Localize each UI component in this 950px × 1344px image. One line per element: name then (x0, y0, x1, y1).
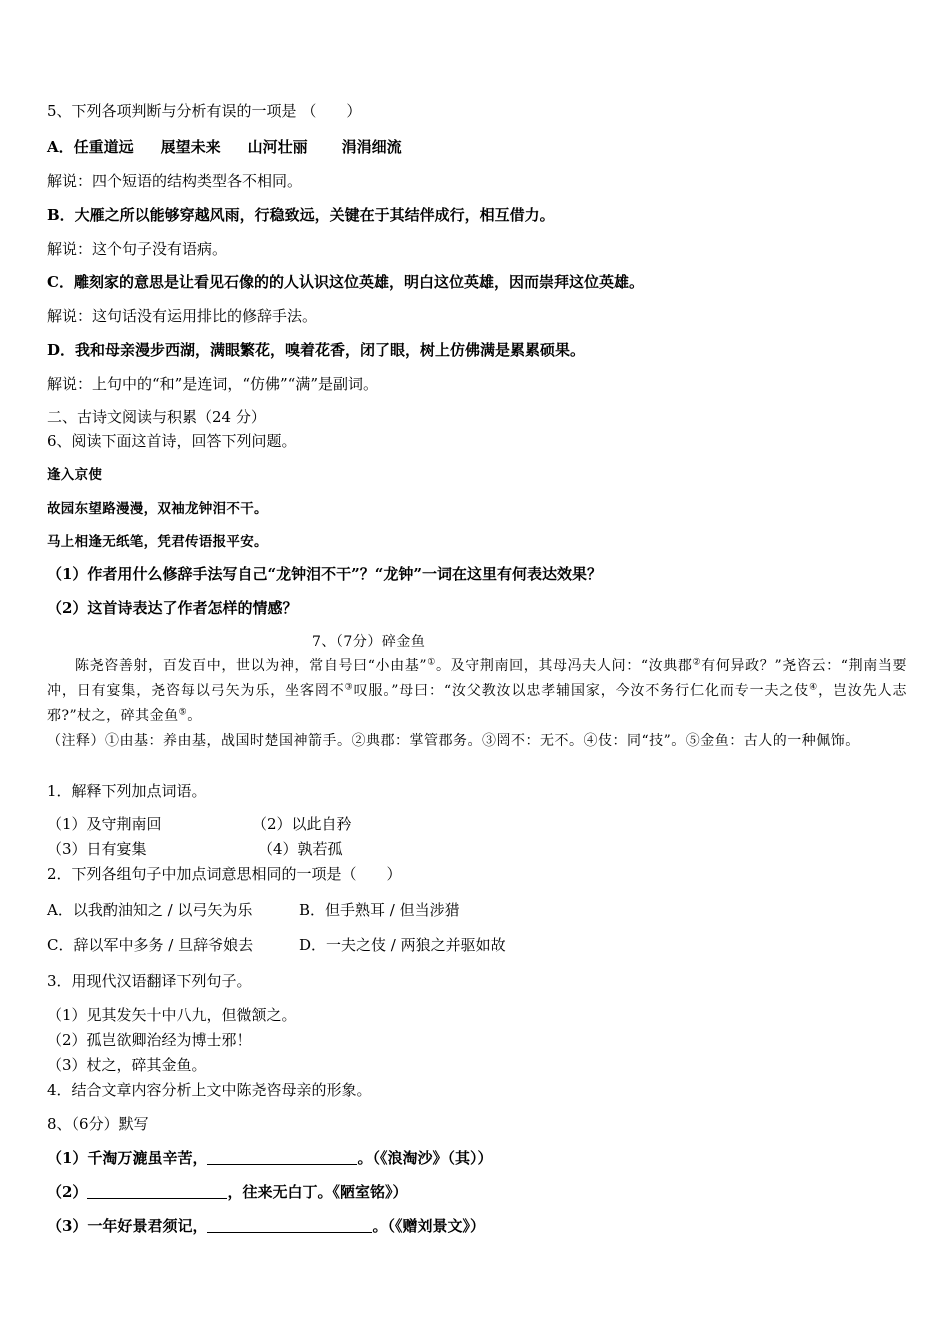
q8-line-text: （1）千淘万漉虽辛苦， (47, 1149, 208, 1167)
q5-option-a-item: 涓涓细流 (341, 138, 402, 156)
q7-passage (47, 654, 907, 729)
q7-word-item: （4）孰若孤 (258, 840, 343, 858)
q7-sub-question: 4．结合文章内容分析上文中陈尧咨母亲的形象。 (47, 1081, 372, 1099)
passage-text: 。 (187, 708, 202, 724)
q7-translate-item: （1）见其发矢十中八九，但微颔之。 (47, 1006, 297, 1024)
passage-text: 有何异政？”尧咨云：“荆南当要冲，日有宴集，尧咨每以弓矢为乐，坐客罔不 (47, 658, 907, 699)
q5-option-d: D．我和母亲漫步西湖，满眼繁花，嗅着花香，闭了眼，树上仿佛满是累累硕果。 (47, 341, 586, 359)
passage-text: 叹服。”母曰：“汝父教汝以忠孝辅国家，今汝不务行仁化而专一夫之伎 (353, 683, 810, 699)
passage-text: 陈尧咨善射，百发百中，世以为神，常自号曰“小由基” (75, 658, 428, 674)
q7-sub-question: 2．下列各组句子中加点词意思相同的一项是（ ） (47, 865, 402, 883)
q7-option: B．但手熟耳 / 但当涉猎 (299, 901, 460, 919)
q7-notes: （注释）①由基：养由基，战国时楚国神箭手。②典郡：掌管郡务。③罔不：无不。④伎：同“技”。⑤金鱼：古人的一种佩饰。 (47, 733, 860, 749)
q8-line-text: 。（《赠刘景文》） (372, 1217, 485, 1235)
q6-sub-question: （2）这首诗表达了作者怎样的情感？ (47, 599, 298, 617)
footnote-mark: ② (692, 657, 702, 668)
passage-text: 。及守荆南回，其母冯夫人问：“汝典郡 (435, 658, 693, 674)
q5-option-a-item: 山河壮丽 (247, 138, 308, 156)
section-heading: 二、古诗文阅读与积累（24 分） (47, 408, 266, 426)
q8-line-text: （3）一年好景君须记， (47, 1217, 208, 1235)
q7-word-item: （1）及守荆南回 (47, 815, 162, 833)
q8-line (47, 1182, 407, 1202)
q6-poem-line: 马上相逢无纸笔，凭君传语报平安。 (47, 534, 268, 550)
q5-option-c-note: 解说：这句话没有运用排比的修辞手法。 (47, 307, 318, 325)
answer-blank[interactable] (207, 1150, 357, 1165)
footnote-mark: ⑤ (178, 707, 188, 718)
q6-stem: 6、阅读下面这首诗，回答下列问题。 (47, 432, 297, 450)
footnote-mark: ① (427, 657, 436, 668)
q7-option: C．辞以军中多务 / 旦辞爷娘去 (47, 936, 254, 954)
q7-option: A．以我酌油知之 / 以弓矢为乐 (47, 901, 253, 919)
q6-sub-question: （1）作者用什么修辞手法写自己“龙钟泪不干”？“龙钟”一词在这里有何表达效果？ (47, 565, 602, 583)
q7-word-item: （3）日有宴集 (47, 840, 147, 858)
q5-option-b: B．大雁之所以能够穿越风雨，行稳致远，关键在于其结伴成行，相互借力。 (47, 206, 555, 224)
q5-option-a (47, 137, 402, 157)
q7-option: D．一夫之伎 / 两狼之并驱如故 (299, 936, 506, 954)
q8-line (47, 1216, 485, 1236)
q8-line-text: 。（《浪淘沙》（其）） (357, 1149, 493, 1167)
q5-option-a-label: A．任重道远 (47, 138, 134, 156)
q5-option-d-note: 解说：上句中的“和”是连词，“仿佛”“满”是副词。 (47, 375, 379, 393)
passage-text: ，岂汝先人志邪?”杖之，碎其金鱼 (47, 683, 907, 724)
footnote-mark: ④ (809, 682, 819, 693)
q5-option-a-note: 解说：四个短语的结构类型各不相同。 (47, 172, 303, 190)
q7-translate-item: （3）杖之，碎其金鱼。 (47, 1056, 207, 1074)
q6-poem-line: 故园东望路漫漫，双袖龙钟泪不干。 (47, 501, 268, 517)
q5-stem: 5、下列各项判断与分析有误的一项是 （ ） (47, 102, 362, 120)
q7-word-item: （2）以此自矜 (252, 815, 352, 833)
q8-line (47, 1148, 492, 1168)
footnote-mark: ③ (344, 682, 354, 693)
answer-blank[interactable] (207, 1218, 372, 1233)
q8-line-text: ，往来无白丁。《陋室铭》） (227, 1183, 408, 1201)
q7-translate-item: （2）孤岂欲卿治经为博士邪！ (47, 1031, 252, 1049)
q5-option-a-item: 展望未来 (160, 138, 221, 156)
q8-line-text: （2） (47, 1183, 88, 1201)
q5-option-b-note: 解说：这个句子没有语病。 (47, 240, 228, 258)
q8-title: 8、（6分）默写 (47, 1115, 149, 1133)
q7-sub-question: 3．用现代汉语翻译下列句子。 (47, 972, 252, 990)
q7-sub-question: 1．解释下列加点词语。 (47, 782, 207, 800)
q6-poem-title: 逢入京使 (47, 467, 103, 483)
q5-option-c: C．雕刻家的意思是让看见石像的的人认识这位英雄，明白这位英雄，因而崇拜这位英雄。 (47, 273, 644, 291)
answer-blank[interactable] (87, 1184, 227, 1199)
q7-title: 7、（7分）碎金鱼 (312, 634, 426, 650)
